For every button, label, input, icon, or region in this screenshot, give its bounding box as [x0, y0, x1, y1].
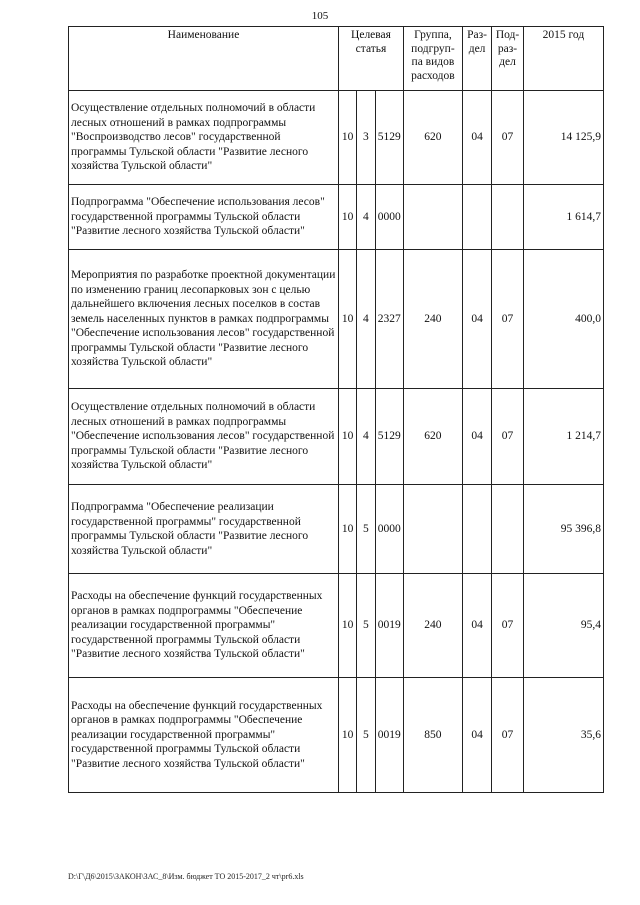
row-amount: 400,0 — [523, 250, 603, 389]
row-group: 620 — [403, 91, 462, 185]
row-amount: 1 214,7 — [523, 389, 603, 485]
table-row — [69, 678, 604, 793]
row-article-program: 10 — [339, 91, 357, 185]
header-group: Группа, подгруп-па видов расходов — [403, 27, 462, 91]
row-article-code: 0019 — [375, 574, 403, 678]
header-name: Наименование — [69, 27, 339, 91]
row-article-code: 5129 — [375, 389, 403, 485]
row-article-subprogram: 5 — [357, 574, 375, 678]
row-amount: 95,4 — [523, 574, 603, 678]
row-group — [403, 185, 462, 250]
header-subsection: Под-раз-дел — [492, 27, 523, 91]
row-name: Осуществление отдельных полномочий в области лесных отношений в рамках подпрограммы "Обеспечение использования лесов" государственной программы Тульской области "Развитие лесного хозяйства Тульской области" — [69, 389, 339, 485]
row-amount: 95 396,8 — [523, 485, 603, 574]
row-name: Расходы на обеспечение функций государственных органов в рамках подпрограммы "Обеспечение реализации государственной программы" государственной программы Тульской области "Развитие лесного хозяйства Тульской области" — [69, 678, 339, 793]
row-article-code: 0019 — [375, 678, 403, 793]
table-row — [69, 389, 604, 485]
row-article-program: 10 — [339, 678, 357, 793]
table-row — [69, 185, 604, 250]
row-subsection — [492, 485, 523, 574]
row-subsection: 07 — [492, 250, 523, 389]
row-article-program: 10 — [339, 250, 357, 389]
row-name: Подпрограмма "Обеспечение реализации государственной программы" государственной программы Тульской области "Развитие лесного хозяйства Тульской области" — [69, 485, 339, 574]
table-row — [69, 91, 604, 185]
row-amount: 14 125,9 — [523, 91, 603, 185]
row-article-code: 0000 — [375, 485, 403, 574]
row-group: 240 — [403, 574, 462, 678]
table-header-row — [69, 27, 604, 91]
header-section: Раз-дел — [462, 27, 491, 91]
row-name: Расходы на обеспечение функций государственных органов в рамках подпрограммы "Обеспечение реализации государственной программы" государственной программы Тульской области "Развитие лесного хозяйства Тульской области" — [69, 574, 339, 678]
row-name: Подпрограмма "Обеспечение использования лесов" государственной программы Тульской области "Развитие лесного хозяйства Тульской области" — [69, 185, 339, 250]
row-group — [403, 485, 462, 574]
row-section: 04 — [462, 678, 491, 793]
budget-table — [68, 26, 604, 793]
row-section — [462, 185, 491, 250]
row-group: 240 — [403, 250, 462, 389]
row-article-subprogram: 5 — [357, 678, 375, 793]
row-subsection: 07 — [492, 91, 523, 185]
footer-file-path: D:\Г\Д6\2015\ЗАКОН\ЗАС_8\Изм. бюджет ТО 2015-2017_2 чт\pr6.xls — [68, 872, 304, 881]
row-section: 04 — [462, 389, 491, 485]
row-section: 04 — [462, 250, 491, 389]
row-article-code: 5129 — [375, 91, 403, 185]
table-row — [69, 574, 604, 678]
table-row — [69, 485, 604, 574]
row-article-code: 0000 — [375, 185, 403, 250]
row-amount: 1 614,7 — [523, 185, 603, 250]
row-article-subprogram: 4 — [357, 250, 375, 389]
row-name: Мероприятия по разработке проектной документации по изменению границ лесопарковых зон с целью дальнейшего включения лесных поселков в состав земель населенных пунктов в рамках подпрограммы "Обеспечение использования лесов" государственной программы Тульской области "Развитие лесного хозяйства Тульской области" — [69, 250, 339, 389]
row-article-program: 10 — [339, 185, 357, 250]
row-group: 850 — [403, 678, 462, 793]
page-number: 105 — [311, 10, 329, 22]
row-section — [462, 485, 491, 574]
row-subsection: 07 — [492, 389, 523, 485]
row-subsection: 07 — [492, 574, 523, 678]
row-article-subprogram: 3 — [357, 91, 375, 185]
table-row — [69, 250, 604, 389]
header-year: 2015 год — [523, 27, 603, 91]
row-article-program: 10 — [339, 485, 357, 574]
row-section: 04 — [462, 91, 491, 185]
row-section: 04 — [462, 574, 491, 678]
row-article-program: 10 — [339, 574, 357, 678]
row-group: 620 — [403, 389, 462, 485]
row-article-subprogram: 5 — [357, 485, 375, 574]
row-name: Осуществление отдельных полномочий в области лесных отношений в рамках подпрограммы "Воспроизводство лесов" государственной программы Тульской области "Развитие лесного хозяйства Тульской области" — [69, 91, 339, 185]
row-subsection: 07 — [492, 678, 523, 793]
row-amount: 35,6 — [523, 678, 603, 793]
row-article-program: 10 — [339, 389, 357, 485]
row-subsection — [492, 185, 523, 250]
row-article-subprogram: 4 — [357, 185, 375, 250]
row-article-code: 2327 — [375, 250, 403, 389]
header-target-article: Целевая статья — [339, 27, 404, 91]
row-article-subprogram: 4 — [357, 389, 375, 485]
